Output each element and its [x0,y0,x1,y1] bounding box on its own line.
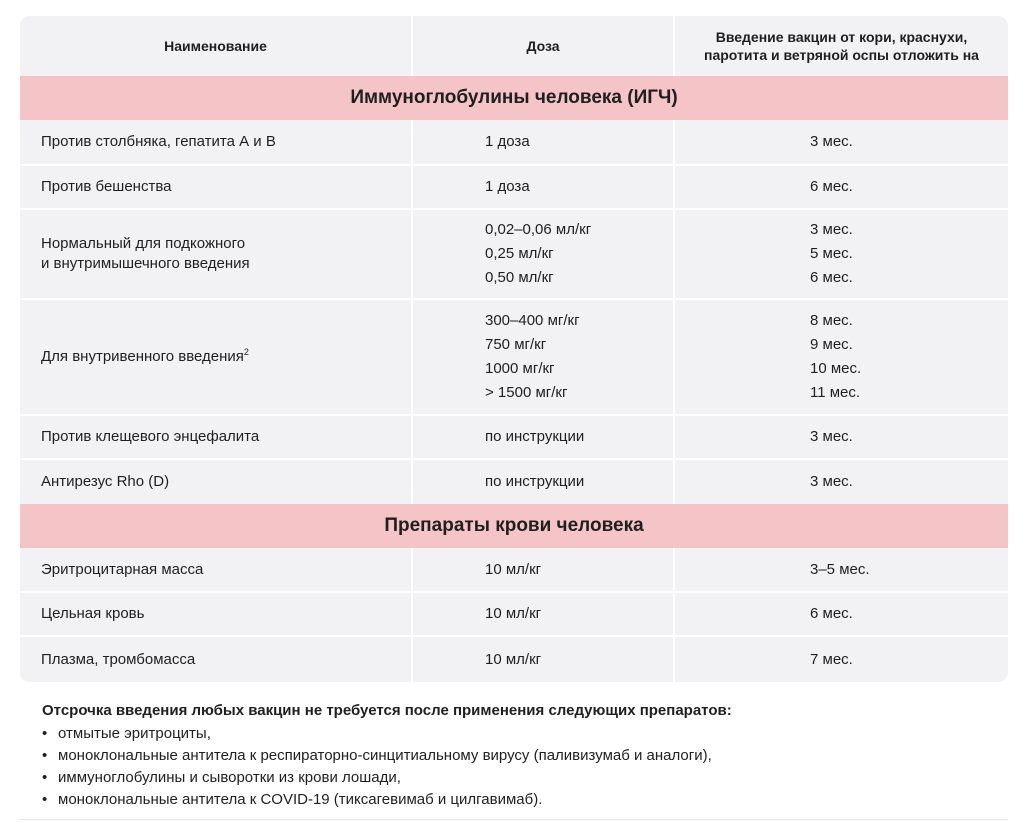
table-row [20,593,1008,635]
row-delay: 3 мес. [673,416,1008,458]
row-delay: 3 мес. [673,460,1008,504]
row-delay: 6 мес. [673,166,1008,208]
row-delays [810,309,861,405]
list-item-text: иммуноглобулины и сыворотки из крови лошади, [58,769,401,786]
notes-title: Отсрочка введения любых вакцин не требуется после применения следующих препаратов: [42,702,732,719]
row-name: Плазма, тромбомасса [20,637,411,682]
table-row [20,210,1008,298]
row-name-text: Для внутривенного введения [41,348,244,365]
row-delay: 8 мес. [810,312,853,329]
row-dose: по инструкции [411,416,673,458]
notes-block [42,700,1002,811]
row-delay: 6 мес. [673,593,1008,635]
bullet: • [42,791,48,808]
row-delay: 10 мес. [810,360,862,377]
bullet: • [42,725,48,742]
row-dose: 0,25 мл/кг [485,245,554,262]
row-doses [485,309,580,405]
bullet: • [42,769,48,786]
row-name: Против бешенства [20,166,411,208]
row-doses [485,218,591,290]
list-item [42,723,1002,745]
table-row [20,637,1008,682]
row-dose: 1000 мг/кг [485,360,555,377]
header-delay: Введение вакцин от кори, краснухи, паротита и ветряной оспы отложить на [673,16,1008,76]
row-delays [810,218,853,290]
row-dose: 10 мл/кг [411,593,673,635]
section-title: Препараты крови человека [20,504,1008,548]
table-row [20,460,1008,504]
section-title: Иммуноглобулины человека (ИГЧ) [20,76,1008,120]
row-name: Против клещевого энцефалита [20,416,411,458]
table-row [20,416,1008,458]
row-dose: 1 доза [411,166,673,208]
table-row [20,166,1008,208]
table-row [20,548,1008,591]
list-item-text: моноклональные антитела к COVID-19 (тиксагевимаб и цилгавимаб). [58,791,543,808]
row-name-line: Нормальный для подкожного [41,235,246,252]
row-dose: 0,02–0,06 мл/кг [485,221,592,238]
table-header [20,16,1008,76]
row-delay: 5 мес. [810,245,853,262]
divider [20,819,1008,820]
row-dose: 300–400 мг/кг [485,312,580,329]
footnote-marker: 2 [243,347,249,357]
row-delay: 3–5 мес. [673,548,1008,591]
row-delay: 3 мес. [810,221,853,238]
row-dose: 10 мл/кг [411,637,673,682]
list-item [42,789,1002,811]
row-delay: 7 мес. [673,637,1008,682]
row-dose: 0,50 мл/кг [485,269,554,286]
row-name: Антирезус Rho (D) [20,460,411,504]
row-delay: 11 мес. [810,384,861,401]
list-item [42,767,1002,789]
list-item-text: отмытые эритроциты, [58,725,211,742]
row-name [41,345,249,369]
row-delay: 9 мес. [810,336,853,353]
row-name: Эритроцитарная масса [20,548,411,591]
header-dose: Доза [411,16,673,76]
table-row [20,120,1008,164]
bullet: • [42,747,48,764]
vaccine-delay-table [20,16,1008,682]
row-delay: 6 мес. [810,269,853,286]
header-name: Наименование [20,16,411,76]
list-item-text: моноклональные антитела к респираторно-синцитиальному вирусу (паливизумаб и аналоги), [58,747,712,764]
row-dose: по инструкции [411,460,673,504]
row-dose: > 1500 мг/кг [485,384,568,401]
row-name: Цельная кровь [20,593,411,635]
row-name: Против столбняка, гепатита А и В [20,120,411,164]
row-delay: 3 мес. [673,120,1008,164]
row-name [41,234,250,274]
row-dose: 1 доза [411,120,673,164]
row-name-line: и внутримышечного введения [41,255,250,272]
list-item [42,745,1002,767]
row-dose: 750 мг/кг [485,336,547,353]
row-dose: 10 мл/кг [411,548,673,591]
table-row [20,300,1008,414]
